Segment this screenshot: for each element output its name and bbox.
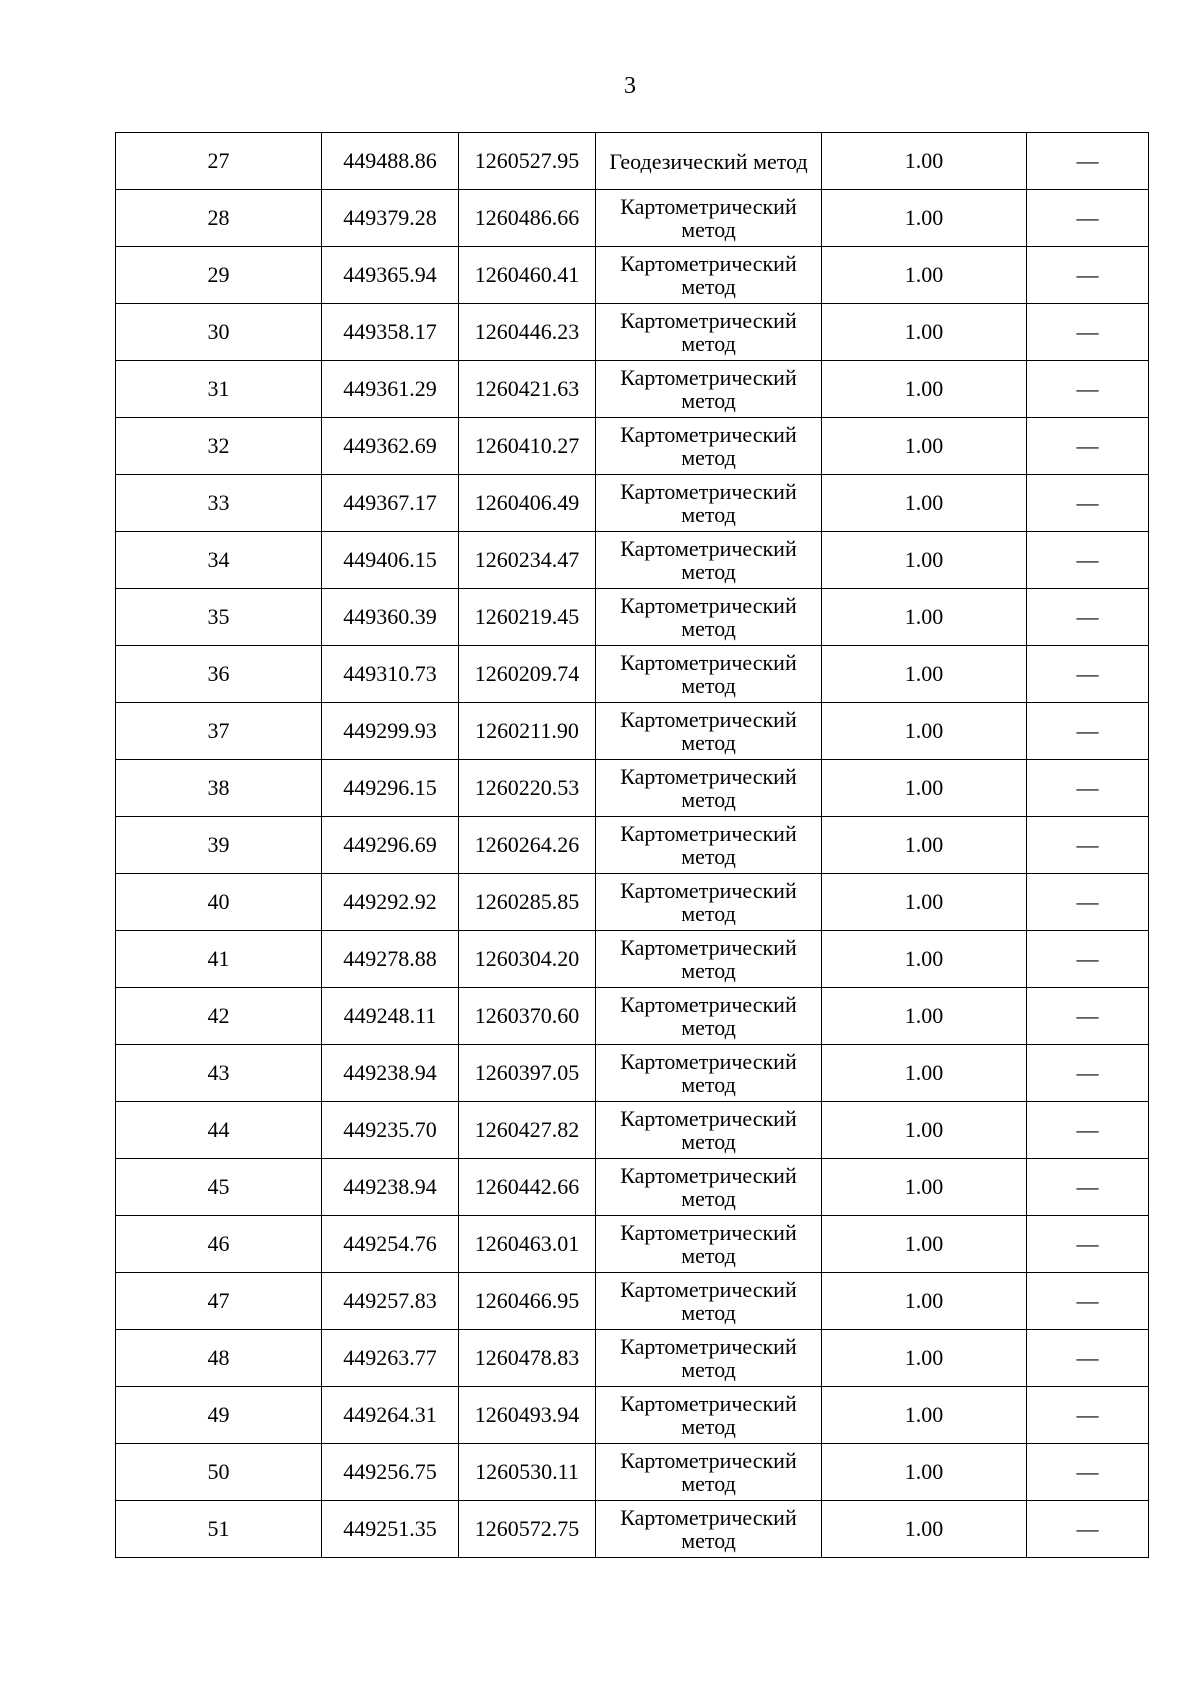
method-line: метод	[681, 673, 736, 698]
method-cell	[596, 418, 822, 475]
x-coordinate-cell: 449251.35	[322, 1501, 459, 1558]
method-line: Картометрический	[620, 1277, 797, 1302]
point-number-cell: 41	[116, 931, 322, 988]
accuracy-cell: 1.00	[822, 874, 1027, 931]
method-line: метод	[681, 787, 736, 812]
method-cell	[596, 1159, 822, 1216]
method-line: Картометрический	[620, 593, 797, 618]
x-coordinate-cell: 449358.17	[322, 304, 459, 361]
note-cell: —	[1027, 361, 1149, 418]
point-number-cell: 49	[116, 1387, 322, 1444]
method-line: Картометрический	[620, 1163, 797, 1188]
table-row	[116, 1045, 1149, 1102]
x-coordinate-cell: 449256.75	[322, 1444, 459, 1501]
note-cell: —	[1027, 817, 1149, 874]
table-row	[116, 988, 1149, 1045]
point-number-cell: 42	[116, 988, 322, 1045]
method-line: Картометрический	[620, 878, 797, 903]
coordinates-table	[115, 132, 1149, 1558]
note-cell: —	[1027, 1273, 1149, 1330]
method-cell	[596, 1330, 822, 1387]
method-cell	[596, 304, 822, 361]
method-line: метод	[681, 1129, 736, 1154]
method-line: метод	[681, 901, 736, 926]
method-cell	[596, 1501, 822, 1558]
method-line: Картометрический	[620, 1448, 797, 1473]
method-cell	[596, 1273, 822, 1330]
accuracy-cell: 1.00	[822, 817, 1027, 874]
table-row	[116, 133, 1149, 190]
y-coordinate-cell: 1260220.53	[459, 760, 596, 817]
y-coordinate-cell: 1260463.01	[459, 1216, 596, 1273]
note-cell: —	[1027, 1444, 1149, 1501]
table-body	[116, 133, 1149, 1558]
accuracy-cell: 1.00	[822, 190, 1027, 247]
x-coordinate-cell: 449248.11	[322, 988, 459, 1045]
point-number-cell: 51	[116, 1501, 322, 1558]
method-line: метод	[681, 1471, 736, 1496]
note-cell: —	[1027, 1045, 1149, 1102]
method-cell	[596, 1045, 822, 1102]
note-cell: —	[1027, 988, 1149, 1045]
x-coordinate-cell: 449296.15	[322, 760, 459, 817]
table-row	[116, 760, 1149, 817]
accuracy-cell: 1.00	[822, 304, 1027, 361]
point-number-cell: 45	[116, 1159, 322, 1216]
accuracy-cell: 1.00	[822, 532, 1027, 589]
accuracy-cell: 1.00	[822, 475, 1027, 532]
x-coordinate-cell: 449365.94	[322, 247, 459, 304]
point-number-cell: 28	[116, 190, 322, 247]
method-line: метод	[681, 445, 736, 470]
y-coordinate-cell: 1260285.85	[459, 874, 596, 931]
method-line: метод	[681, 844, 736, 869]
point-number-cell: 38	[116, 760, 322, 817]
note-cell: —	[1027, 589, 1149, 646]
x-coordinate-cell: 449361.29	[322, 361, 459, 418]
method-cell	[596, 133, 822, 190]
table-row	[116, 1444, 1149, 1501]
method-line: Картометрический	[620, 1334, 797, 1359]
point-number-cell: 36	[116, 646, 322, 703]
x-coordinate-cell: 449254.76	[322, 1216, 459, 1273]
table-row	[116, 1501, 1149, 1558]
accuracy-cell: 1.00	[822, 1273, 1027, 1330]
table-row	[116, 532, 1149, 589]
table-row	[116, 1387, 1149, 1444]
point-number-cell: 50	[116, 1444, 322, 1501]
accuracy-cell: 1.00	[822, 931, 1027, 988]
method-cell	[596, 1387, 822, 1444]
note-cell: —	[1027, 247, 1149, 304]
y-coordinate-cell: 1260421.63	[459, 361, 596, 418]
method-cell	[596, 760, 822, 817]
method-line: метод	[681, 217, 736, 242]
note-cell: —	[1027, 931, 1149, 988]
table-row	[116, 1330, 1149, 1387]
method-line: Картометрический	[620, 422, 797, 447]
y-coordinate-cell: 1260427.82	[459, 1102, 596, 1159]
method-cell	[596, 931, 822, 988]
method-cell	[596, 874, 822, 931]
accuracy-cell: 1.00	[822, 418, 1027, 475]
note-cell: —	[1027, 304, 1149, 361]
point-number-cell: 34	[116, 532, 322, 589]
table-row	[116, 931, 1149, 988]
point-number-cell: 47	[116, 1273, 322, 1330]
table-row	[116, 646, 1149, 703]
method-line: метод	[681, 274, 736, 299]
accuracy-cell: 1.00	[822, 1330, 1027, 1387]
note-cell: —	[1027, 1159, 1149, 1216]
note-cell: —	[1027, 1216, 1149, 1273]
y-coordinate-cell: 1260530.11	[459, 1444, 596, 1501]
accuracy-cell: 1.00	[822, 1387, 1027, 1444]
point-number-cell: 35	[116, 589, 322, 646]
point-number-cell: 33	[116, 475, 322, 532]
point-number-cell: 29	[116, 247, 322, 304]
x-coordinate-cell: 449235.70	[322, 1102, 459, 1159]
method-line: метод	[681, 331, 736, 356]
method-cell	[596, 190, 822, 247]
x-coordinate-cell: 449238.94	[322, 1045, 459, 1102]
point-number-cell: 27	[116, 133, 322, 190]
y-coordinate-cell: 1260486.66	[459, 190, 596, 247]
table-row	[116, 1159, 1149, 1216]
method-line: метод	[681, 616, 736, 641]
method-line: Геодезический метод	[609, 148, 808, 174]
x-coordinate-cell: 449367.17	[322, 475, 459, 532]
point-number-cell: 40	[116, 874, 322, 931]
table-row	[116, 1216, 1149, 1273]
x-coordinate-cell: 449406.15	[322, 532, 459, 589]
point-number-cell: 31	[116, 361, 322, 418]
accuracy-cell: 1.00	[822, 361, 1027, 418]
table-row	[116, 1273, 1149, 1330]
method-line: Картометрический	[620, 479, 797, 504]
method-line: метод	[681, 1300, 736, 1325]
method-line: Картометрический	[620, 1505, 797, 1530]
accuracy-cell: 1.00	[822, 760, 1027, 817]
x-coordinate-cell: 449360.39	[322, 589, 459, 646]
note-cell: —	[1027, 646, 1149, 703]
table-row	[116, 190, 1149, 247]
y-coordinate-cell: 1260234.47	[459, 532, 596, 589]
method-line: метод	[681, 730, 736, 755]
table-row	[116, 817, 1149, 874]
method-line: Картометрический	[620, 1106, 797, 1131]
method-line: Картометрический	[620, 365, 797, 390]
accuracy-cell: 1.00	[822, 1045, 1027, 1102]
method-line: Картометрический	[620, 650, 797, 675]
accuracy-cell: 1.00	[822, 1159, 1027, 1216]
accuracy-cell: 1.00	[822, 646, 1027, 703]
method-line: Картометрический	[620, 707, 797, 732]
y-coordinate-cell: 1260304.20	[459, 931, 596, 988]
table-row	[116, 703, 1149, 760]
method-line: метод	[681, 1186, 736, 1211]
note-cell: —	[1027, 1387, 1149, 1444]
note-cell: —	[1027, 874, 1149, 931]
method-cell	[596, 1444, 822, 1501]
accuracy-cell: 1.00	[822, 1216, 1027, 1273]
accuracy-cell: 1.00	[822, 703, 1027, 760]
method-line: Картометрический	[620, 1220, 797, 1245]
x-coordinate-cell: 449292.92	[322, 874, 459, 931]
y-coordinate-cell: 1260446.23	[459, 304, 596, 361]
table-row	[116, 475, 1149, 532]
x-coordinate-cell: 449264.31	[322, 1387, 459, 1444]
method-cell	[596, 475, 822, 532]
method-line: Картометрический	[620, 308, 797, 333]
y-coordinate-cell: 1260410.27	[459, 418, 596, 475]
y-coordinate-cell: 1260478.83	[459, 1330, 596, 1387]
point-number-cell: 44	[116, 1102, 322, 1159]
method-cell	[596, 817, 822, 874]
point-number-cell: 46	[116, 1216, 322, 1273]
note-cell: —	[1027, 418, 1149, 475]
method-line: Картометрический	[620, 194, 797, 219]
method-cell	[596, 1216, 822, 1273]
method-line: Картометрический	[620, 251, 797, 276]
y-coordinate-cell: 1260211.90	[459, 703, 596, 760]
x-coordinate-cell: 449362.69	[322, 418, 459, 475]
table-row	[116, 1102, 1149, 1159]
x-coordinate-cell: 449238.94	[322, 1159, 459, 1216]
note-cell: —	[1027, 1102, 1149, 1159]
y-coordinate-cell: 1260460.41	[459, 247, 596, 304]
y-coordinate-cell: 1260493.94	[459, 1387, 596, 1444]
method-line: метод	[681, 559, 736, 584]
method-line: метод	[681, 1072, 736, 1097]
table-row	[116, 304, 1149, 361]
method-cell	[596, 361, 822, 418]
point-number-cell: 48	[116, 1330, 322, 1387]
page-number: 3	[624, 73, 636, 99]
method-line: метод	[681, 502, 736, 527]
method-line: метод	[681, 388, 736, 413]
y-coordinate-cell: 1260209.74	[459, 646, 596, 703]
method-cell	[596, 532, 822, 589]
point-number-cell: 39	[116, 817, 322, 874]
table-row	[116, 589, 1149, 646]
x-coordinate-cell: 449278.88	[322, 931, 459, 988]
y-coordinate-cell: 1260370.60	[459, 988, 596, 1045]
method-line: метод	[681, 1528, 736, 1553]
method-line: Картометрический	[620, 935, 797, 960]
note-cell: —	[1027, 133, 1149, 190]
note-cell: —	[1027, 532, 1149, 589]
accuracy-cell: 1.00	[822, 988, 1027, 1045]
table-row	[116, 361, 1149, 418]
note-cell: —	[1027, 475, 1149, 532]
method-line: Картометрический	[620, 821, 797, 846]
table-row	[116, 874, 1149, 931]
y-coordinate-cell: 1260442.66	[459, 1159, 596, 1216]
method-line: метод	[681, 1015, 736, 1040]
y-coordinate-cell: 1260406.49	[459, 475, 596, 532]
method-line: Картометрический	[620, 536, 797, 561]
method-line: Картометрический	[620, 992, 797, 1017]
y-coordinate-cell: 1260264.26	[459, 817, 596, 874]
method-cell	[596, 646, 822, 703]
method-line: метод	[681, 958, 736, 983]
method-cell	[596, 247, 822, 304]
method-line: метод	[681, 1414, 736, 1439]
x-coordinate-cell: 449379.28	[322, 190, 459, 247]
note-cell: —	[1027, 1501, 1149, 1558]
method-cell	[596, 1102, 822, 1159]
note-cell: —	[1027, 1330, 1149, 1387]
note-cell: —	[1027, 760, 1149, 817]
method-cell	[596, 703, 822, 760]
table-row	[116, 247, 1149, 304]
accuracy-cell: 1.00	[822, 1501, 1027, 1558]
method-cell	[596, 589, 822, 646]
y-coordinate-cell: 1260397.05	[459, 1045, 596, 1102]
method-line: Картометрический	[620, 1391, 797, 1416]
x-coordinate-cell: 449299.93	[322, 703, 459, 760]
y-coordinate-cell: 1260466.95	[459, 1273, 596, 1330]
note-cell: —	[1027, 703, 1149, 760]
x-coordinate-cell: 449488.86	[322, 133, 459, 190]
method-line: Картометрический	[620, 764, 797, 789]
accuracy-cell: 1.00	[822, 1102, 1027, 1159]
accuracy-cell: 1.00	[822, 589, 1027, 646]
accuracy-cell: 1.00	[822, 247, 1027, 304]
x-coordinate-cell: 449257.83	[322, 1273, 459, 1330]
y-coordinate-cell: 1260219.45	[459, 589, 596, 646]
x-coordinate-cell: 449263.77	[322, 1330, 459, 1387]
accuracy-cell: 1.00	[822, 1444, 1027, 1501]
method-line: метод	[681, 1357, 736, 1382]
point-number-cell: 37	[116, 703, 322, 760]
y-coordinate-cell: 1260527.95	[459, 133, 596, 190]
x-coordinate-cell: 449310.73	[322, 646, 459, 703]
y-coordinate-cell: 1260572.75	[459, 1501, 596, 1558]
table-row	[116, 418, 1149, 475]
accuracy-cell: 1.00	[822, 133, 1027, 190]
x-coordinate-cell: 449296.69	[322, 817, 459, 874]
point-number-cell: 30	[116, 304, 322, 361]
method-line: Картометрический	[620, 1049, 797, 1074]
method-line: метод	[681, 1243, 736, 1268]
point-number-cell: 32	[116, 418, 322, 475]
point-number-cell: 43	[116, 1045, 322, 1102]
method-cell	[596, 988, 822, 1045]
note-cell: —	[1027, 190, 1149, 247]
